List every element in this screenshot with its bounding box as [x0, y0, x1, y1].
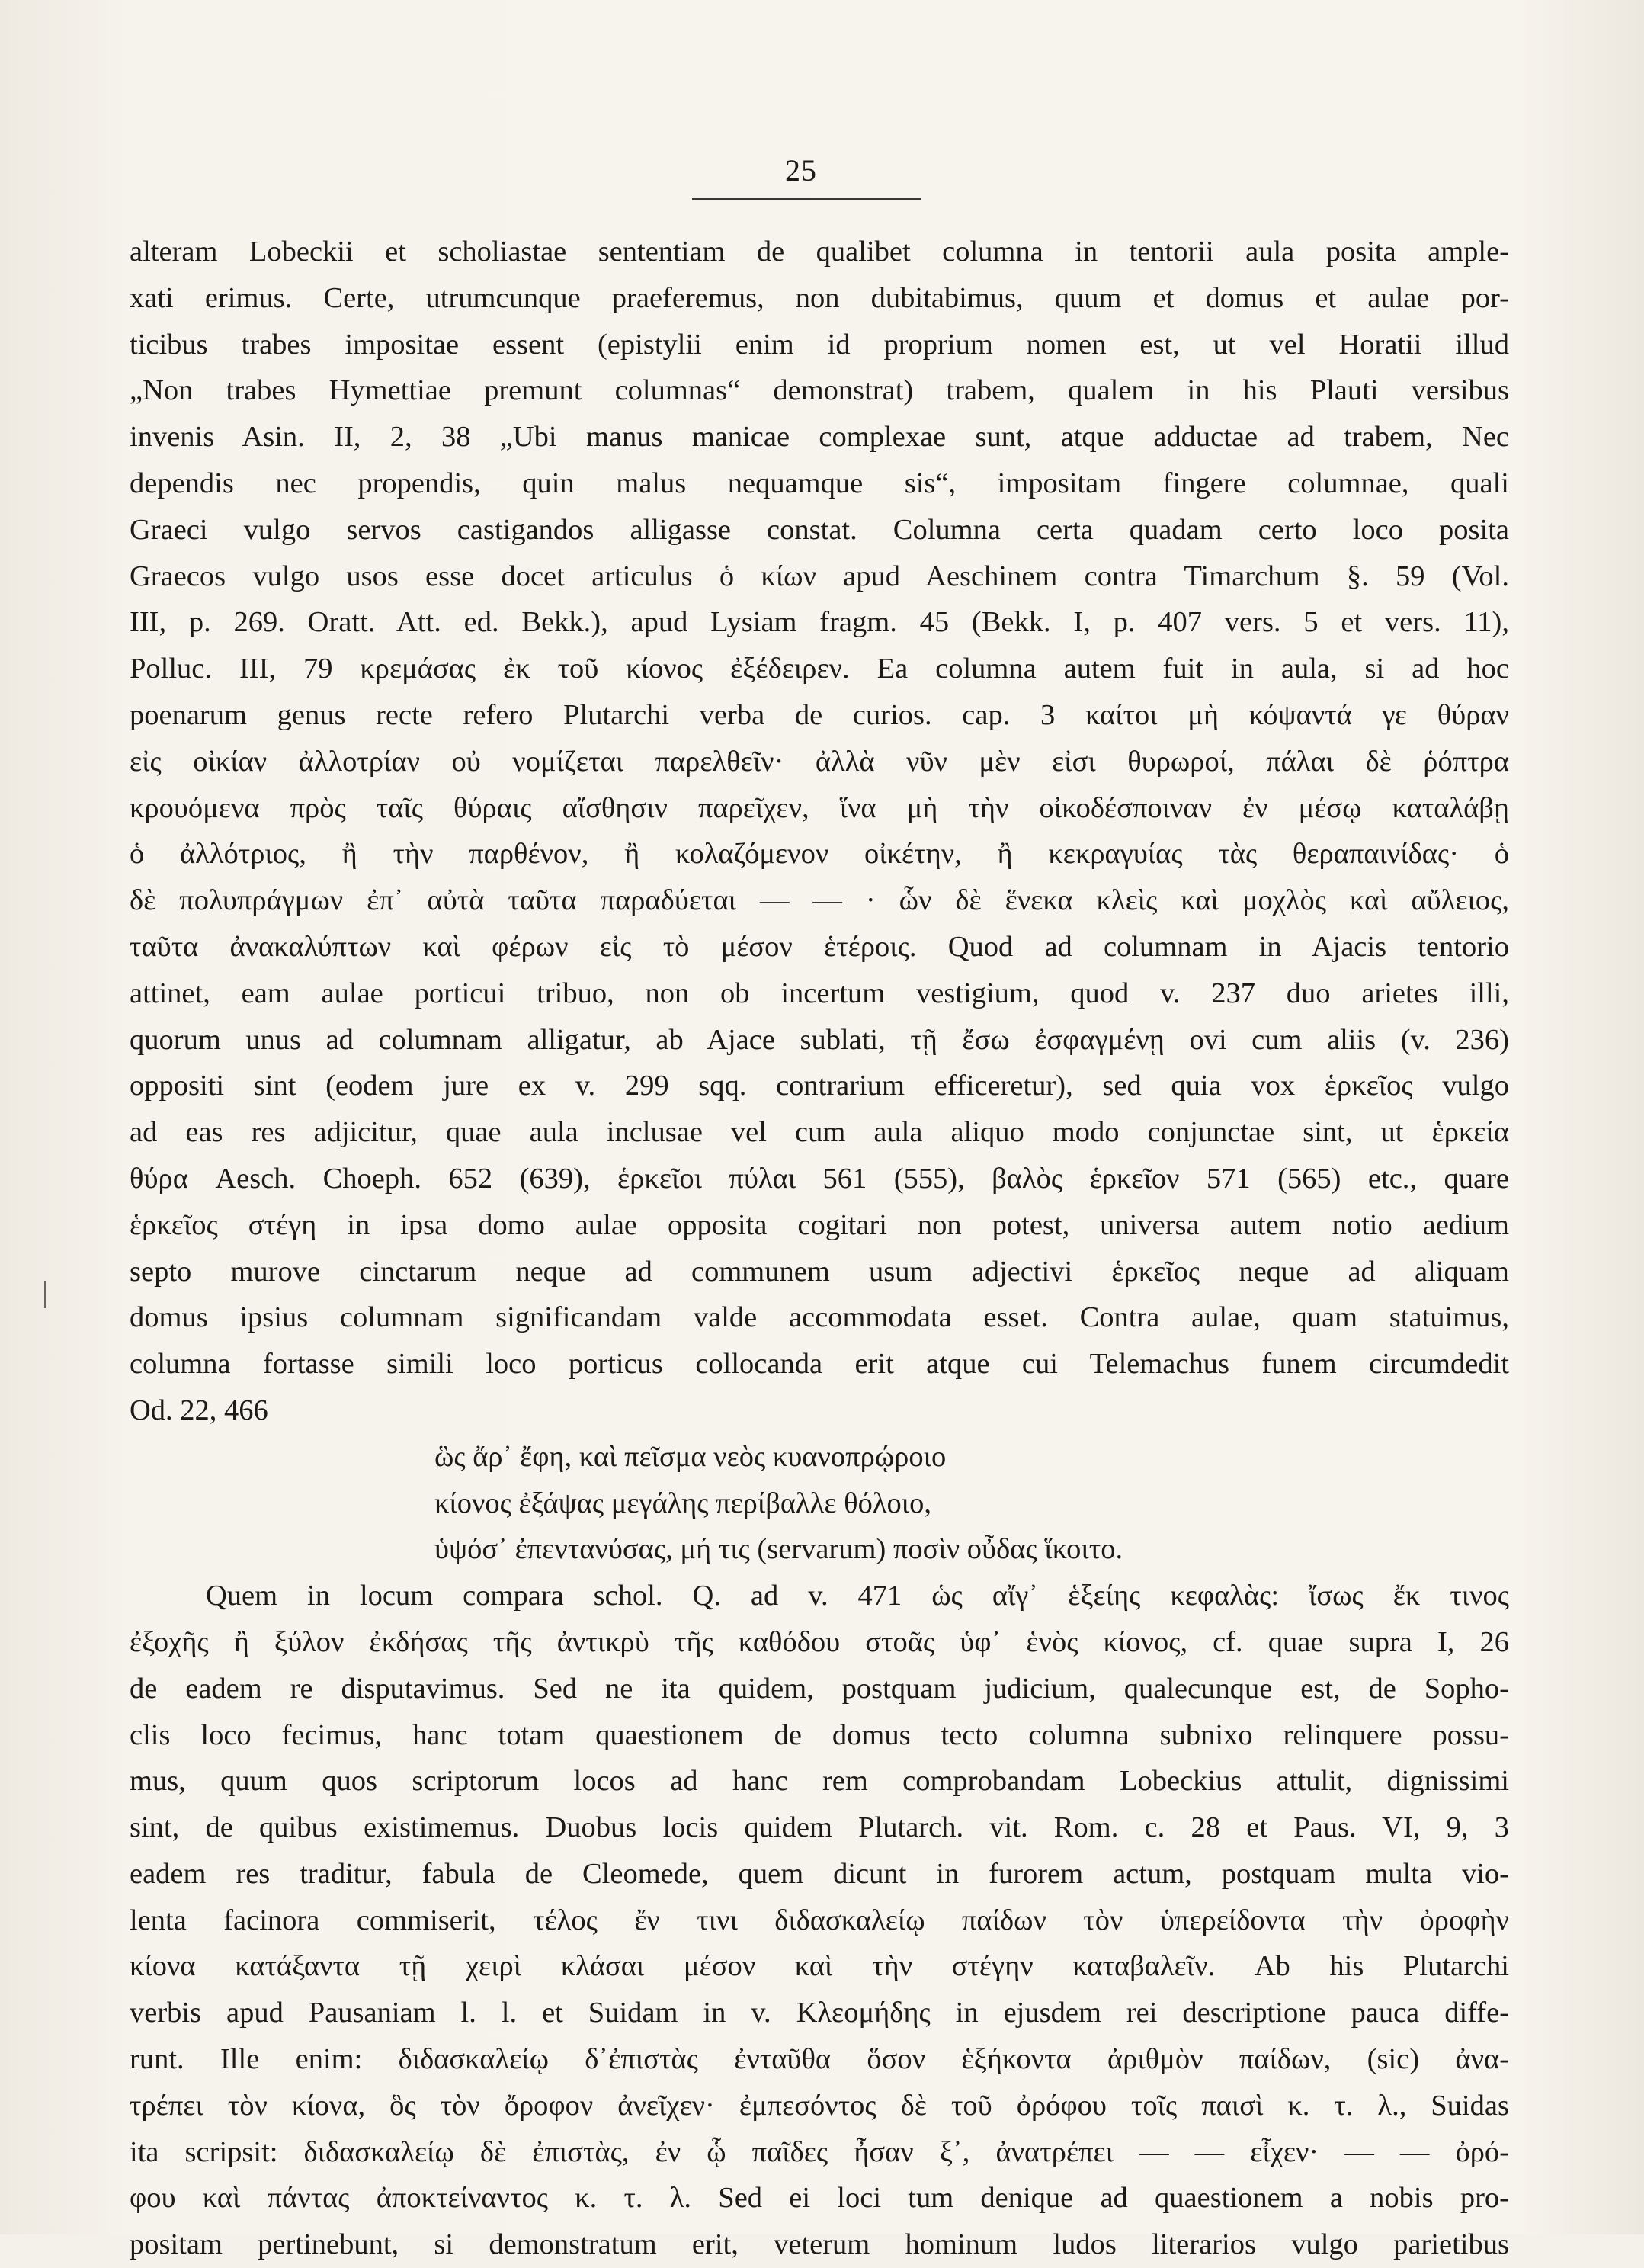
- text-line: alteram Lobeckii et scholiastae sententiam de qualibet columna in tentorii aula posita ample-: [130, 236, 1509, 268]
- text-line: clis loco fecimus, hanc totam quaestionem de domus tecto columna subnixo relinquere possu-: [130, 1718, 1509, 1751]
- text-line: septo murove cinctarum neque ad communem usum adjectivi ἑρκεῖος neque ad aliquam: [130, 1255, 1509, 1288]
- text-line: κίονα κατάξαντα τῇ χειρὶ κλάσαι μέσον καὶ τὴν στέγην καταβαλεῖν. Ab his Plutarchi: [130, 1950, 1509, 1983]
- text-line: mus, quum quos scriptorum locos ad hanc rem comprobandam Lobeckius attulit, dignissimi: [130, 1765, 1509, 1798]
- text-line: poenarum genus recte refero Plutarchi verba de curios. cap. 3 καίτοι μὴ κόψαντά γε θύραν: [130, 698, 1509, 731]
- text-line: dependis nec propendis, quin malus nequamque sis“, impositam fingere columnae, quali: [130, 467, 1509, 499]
- text-line: oppositi sint (eodem jure ex v. 299 sqq. contrarium efficeretur), sed quia vox ἑρκεῖος vulgo: [130, 1070, 1509, 1102]
- header-rule: [692, 198, 921, 200]
- text-line: Graeci vulgo servos castigandos alligasse constat. Columna certa quadam certo loco posita: [130, 513, 1509, 546]
- text-line: ita scripsit: διδασκαλείῳ δὲ ἐπιστὰς, ἐν ᾧ παῖδες ἦσαν ξ᾽, ἀνατρέπει — — εἶχεν· — — ὀρό-: [130, 2135, 1509, 2168]
- margin-mark: [44, 1281, 46, 1308]
- text-line: κρουόμενα πρὸς ταῖς θύραις αἴσθησιν παρεῖχεν, ἵνα μὴ τὴν οἰκοδέσποιναν ἐν μέσῳ καταλάβῃ: [130, 791, 1509, 824]
- text-line: attinet, eam aulae porticui tribuo, non ob incertum vestigium, quod v. 237 duo arietes illi,: [130, 977, 1509, 1009]
- text-line: positam pertinebunt, si demonstratum erit, veterum hominum ludos literarios vulgo parietibus: [130, 2228, 1509, 2261]
- text-line: sint, de quibus existimemus. Duobus locis quidem Plutarch. vit. Rom. c. 28 et Paus. VI, 9, 3: [130, 1811, 1509, 1844]
- text-line: τρέπει τὸν κίονα, ὃς τὸν ὄροφον ἀνεῖχεν· ἐμπεσόντος δὲ τοῦ ὀρόφου τοῖς παισὶ κ. τ. λ., Suidas: [130, 2089, 1509, 2122]
- text-line: εἰς οἰκίαν ἀλλοτρίαν οὐ νομίζεται παρελθεῖν· ἀλλὰ νῦν μὲν εἰσι θυρωροί, πάλαι δὲ ῥόπτρα: [130, 745, 1509, 778]
- text-line: φου καὶ πάντας ἀποκτείναντος κ. τ. λ. Sed ei loci tum denique ad quaestionem a nobis pro-: [130, 2182, 1509, 2215]
- text-line: Graecos vulgo usos esse docet articulus ὁ κίων apud Aeschinem contra Timarchum §. 59 (Vol.: [130, 560, 1509, 592]
- text-line: ἑρκεῖος στέγη in ipsa domo aulae opposita cogitari non potest, universa autem notio aedium: [130, 1208, 1509, 1241]
- page-number: 25: [785, 153, 817, 188]
- text-line: xati erimus. Certe, utrumcunque praeferemus, non dubitabimus, quum et domus et aulae por-: [130, 281, 1509, 314]
- verse-line: ὑψόσ᾽ ἐπεντανύσας, μή τις (servarum) ποσὶν οὖδας ἵκοιτο.: [434, 1533, 1123, 1566]
- text-line: columna fortasse simili loco porticus collocanda erit atque cui Telemachus funem circumdedit: [130, 1348, 1509, 1381]
- text-line: δὲ πολυπράγμων ἐπ᾽ αὐτὰ ταῦτα παραδύεται — — · ὧν δὲ ἕνεκα κλεὶς καὶ μοχλὸς καὶ αὔλειος,: [130, 884, 1509, 917]
- text-line: invenis Asin. II, 2, 38 „Ubi manus manicae complexae sunt, atque adductae ad trabem, Nec: [130, 421, 1509, 454]
- text-line: domus ipsius columnam significandam valde accommodata esset. Contra aulae, quam statuimus,: [130, 1301, 1509, 1334]
- text-line: ticibus trabes impositae essent (epistylii enim id proprium nomen est, ut vel Horatii illud: [130, 328, 1509, 361]
- verse-line: ὣς ἄρ᾽ ἔφη, καὶ πεῖσμα νεὸς κυανοπρῴροιο: [434, 1440, 947, 1473]
- text-line: ad eas res adjicitur, quae aula inclusae vel cum aula aliquo modo conjunctae sint, ut ἑρκεία: [130, 1116, 1509, 1149]
- body-text: [130, 229, 1509, 2268]
- text-line: ὁ ἀλλότριος, ἢ τὴν παρθένον, ἢ κολαζόμενον οἰκέτην, ἢ κεκραγυίας τὰς θεραπαινίδας· ὁ: [130, 838, 1509, 871]
- text-line: quorum unus ad columnam alligatur, ab Ajace sublati, τῇ ἔσω ἐσφαγμένῃ ovi cum aliis (v. 236): [130, 1023, 1509, 1056]
- text-line: ταῦτα ἀνακαλύπτων καὶ φέρων εἰς τὸ μέσον ἑτέροις. Quod ad columnam in Ajacis tentorio: [130, 930, 1509, 963]
- text-line: Od. 22, 466: [130, 1394, 268, 1426]
- text-line: III, p. 269. Oratt. Att. ed. Bekk.), apud Lysiam fragm. 45 (Bekk. I, p. 407 vers. 5 et vers. 11),: [130, 606, 1509, 639]
- text-line: verbis apud Pausaniam l. l. et Suidam in v. Κλεομήδης in ejusdem rei descriptione pauca diffe-: [130, 1997, 1509, 2029]
- text-line: de eadem re disputavimus. Sed ne ita quidem, postquam judicium, qualecunque est, de Sopho-: [130, 1672, 1509, 1705]
- text-line: lenta facinora commiserit, τέλος ἔν τινι διδασκαλείῳ παίδων τὸν ὑπερείδοντα τὴν ὀροφὴν: [130, 1904, 1509, 1936]
- text-line: „Non trabes Hymettiae premunt columnas“ demonstrat) trabem, qualem in his Plauti versibus: [130, 374, 1509, 407]
- text-line: runt. Ille enim: διδασκαλείῳ δ᾽ἐπιστὰς ἐνταῦθα ὅσον ἑξήκοντα ἀριθμὸν παίδων, (sic) ἀνα-: [130, 2043, 1509, 2076]
- text-line: Quem in locum compara schol. Q. ad v. 471 ὡς αἴγ᾽ ἑξείης κεφαλὰς: ἴσως ἔκ τινος: [206, 1580, 1509, 1612]
- text-line: eadem res traditur, fabula de Cleomede, quem dicunt in furorem actum, postquam multa vio-: [130, 1857, 1509, 1890]
- verse-line: κίονος ἐξάψας μεγάλης περίβαλλε θόλοιο,: [434, 1487, 931, 1519]
- text-line: θύρα Aesch. Choeph. 652 (639), ἑρκεῖοι πύλαι 561 (555), βαλὸς ἑρκεῖον 571 (565) etc., quare: [130, 1162, 1509, 1195]
- text-line: ἐξοχῆς ἢ ξύλον ἐκδήσας τῆς ἀντικρὺ τῆς καθόδου στοᾶς ὑφ᾽ ἑνὸς κίονος, cf. quae supra I, 26: [130, 1625, 1509, 1658]
- text-line: Polluc. III, 79 κρεμάσας ἐκ τοῦ κίονος ἐξέδειρεν. Ea columna autem fuit in aula, si ad hoc: [130, 653, 1509, 685]
